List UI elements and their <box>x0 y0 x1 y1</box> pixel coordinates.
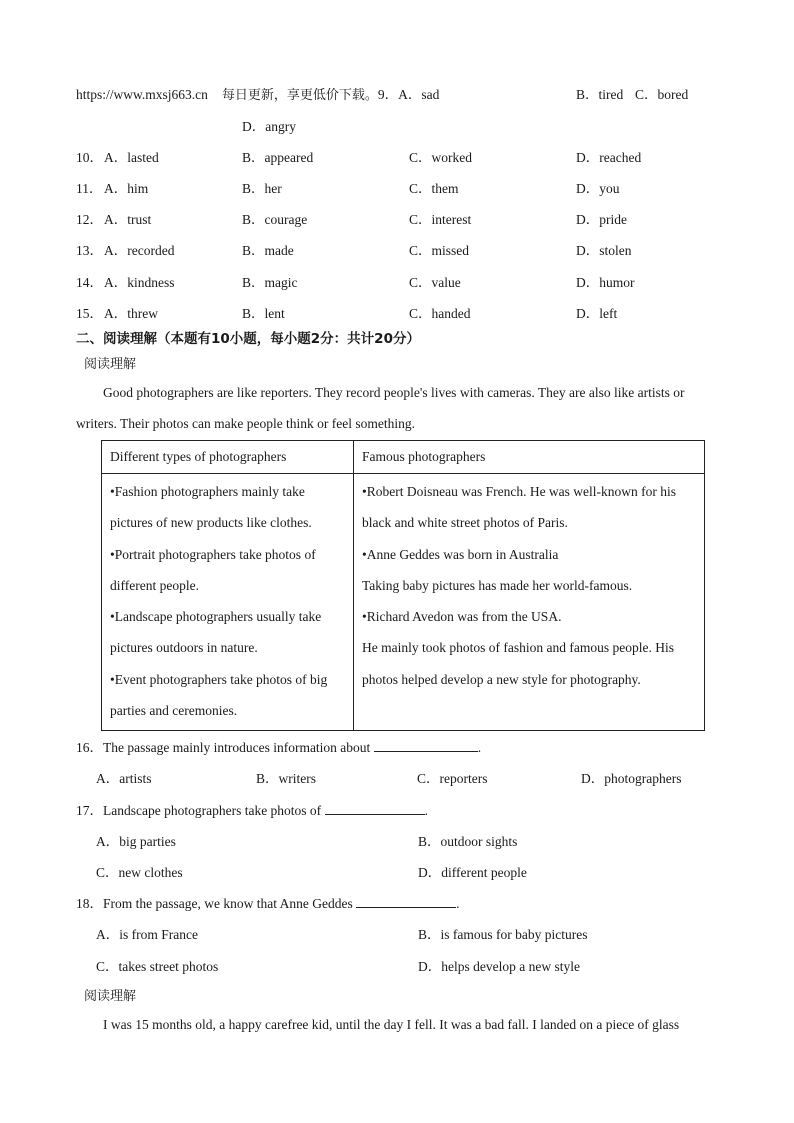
q16-options <box>96 767 776 787</box>
question-number: 11． <box>76 181 103 196</box>
option-a: A．kindness <box>104 275 175 290</box>
option-c: C．them <box>409 181 459 196</box>
q17-option-c: C．new clothes <box>96 865 183 880</box>
q17-option-d: D．different people <box>418 865 527 880</box>
table-header-famous: Famous photographers <box>354 441 705 474</box>
option-a: A．him <box>104 181 149 196</box>
question-stem: 17．Landscape photographers take photos of <box>76 803 322 818</box>
option-b: B．magic <box>242 275 298 290</box>
q18-option-a: A．is from France <box>96 927 198 942</box>
table-line: Taking baby pictures has made her world-famous. <box>362 577 633 593</box>
passage-a-line-1: Good photographers are like reporters. They record people's lives with cameras. They are also like artists or <box>103 385 685 400</box>
answer-blank <box>374 739 478 752</box>
question-number: 10． <box>76 150 103 165</box>
section-heading: 二、阅读理解（本题有10小题，每小题2分：共计20分） <box>76 331 420 347</box>
question-number: 14． <box>76 275 103 290</box>
option-b: B．courage <box>242 212 308 227</box>
reading-label-a: 阅读理解 <box>84 357 137 372</box>
option-b: B．writers <box>256 771 316 786</box>
q17-option-a: A．big parties <box>96 834 176 849</box>
question-number: 13． <box>76 243 103 258</box>
table-line: pictures outdoors in nature. <box>110 640 258 656</box>
option-d: D．reached <box>576 150 642 165</box>
table-line: •Robert Doisneau was French. He was well-known for his <box>362 484 677 499</box>
q18-stem: 18．From the passage, we know that Anne Geddes . <box>76 896 460 911</box>
q18-option-c: C．takes street photos <box>96 959 219 974</box>
header-line <box>76 83 439 103</box>
answer-blank <box>325 802 425 815</box>
types-cell <box>102 474 354 731</box>
cloze-row-10 <box>76 146 756 166</box>
q18-option-d: D．helps develop a new style <box>418 959 580 974</box>
q9-option-a: A．sad <box>398 87 440 102</box>
source-url: https://www.mxsj663.cn <box>76 87 208 102</box>
table-line: photos helped develop a new style for photography. <box>362 671 641 687</box>
source-slogan: 每日更新，享更低价下载。 <box>221 88 378 103</box>
option-d: D．humor <box>576 275 635 290</box>
option-b: B．lent <box>242 306 285 321</box>
option-a: A．artists <box>96 771 152 786</box>
q9-option-d: D．angry <box>242 119 296 134</box>
question-stem: 16．The passage mainly introduces information about <box>76 740 371 755</box>
q18-option-b: B．is famous for baby pictures <box>418 927 588 942</box>
option-a: A．threw <box>104 306 158 321</box>
table-line: He mainly took photos of fashion and famous people. His <box>362 640 674 656</box>
option-c: C．handed <box>409 306 471 321</box>
table-body-row <box>102 474 705 731</box>
passage-a-line-2: writers. Their photos can make people think or feel something. <box>76 416 416 431</box>
table-header-row <box>102 441 705 474</box>
q17-stem: 17．Landscape photographers take photos of . <box>76 803 428 818</box>
option-c: C．missed <box>409 243 470 258</box>
option-d: D．photographers <box>581 771 682 786</box>
option-d: D．left <box>576 306 618 321</box>
cloze-row-13 <box>76 239 756 259</box>
table-line: black and white street photos of Paris. <box>362 515 568 531</box>
passage-b-line-1: I was 15 months old, a happy carefree kid, until the day I fell. It was a bad fall. I landed on a piece of glass <box>103 1017 680 1032</box>
option-c: C．reporters <box>417 771 488 786</box>
table-line: pictures of new products like clothes. <box>110 515 312 531</box>
option-b: B．made <box>242 243 294 258</box>
cloze-row-14 <box>76 271 756 291</box>
option-c: C．worked <box>409 150 472 165</box>
option-c: C．value <box>409 275 461 290</box>
table-line: •Portrait photographers take photos of <box>110 546 316 562</box>
option-d: D．you <box>576 181 620 196</box>
table-line: •Richard Avedon was from the USA. <box>362 609 562 625</box>
table-line: •Landscape photographers usually take <box>110 609 322 625</box>
option-a: A．trust <box>104 212 152 227</box>
option-a: A．recorded <box>104 243 175 258</box>
question-number: 12． <box>76 212 103 227</box>
table-line: •Anne Geddes was born in Australia <box>362 546 559 562</box>
option-b: B．appeared <box>242 150 314 165</box>
q9-option-b: B．tired <box>576 87 624 102</box>
cloze-row-15 <box>76 302 756 322</box>
q16-stem: 16．The passage mainly introduces information about . <box>76 740 482 755</box>
q9-number: 9． <box>377 87 399 102</box>
question-stem: 18．From the passage, we know that Anne Geddes <box>76 896 353 911</box>
table-line: parties and ceremonies. <box>110 703 238 719</box>
q9-option-c: C．bored <box>635 87 689 102</box>
photographers-table <box>101 440 705 731</box>
option-d: D．stolen <box>576 243 632 258</box>
question-number: 15． <box>76 306 103 321</box>
cloze-row-12 <box>76 208 756 228</box>
reading-label-b: 阅读理解 <box>84 989 137 1004</box>
table-line: different people. <box>110 577 199 593</box>
table-line: •Event photographers take photos of big <box>110 671 328 687</box>
option-a: A．lasted <box>104 150 159 165</box>
cloze-row-11 <box>76 177 756 197</box>
famous-cell <box>354 474 705 731</box>
q17-option-b: B．outdoor sights <box>418 834 518 849</box>
answer-blank <box>356 895 456 908</box>
table-line: •Fashion photographers mainly take <box>110 484 305 499</box>
option-b: B．her <box>242 181 282 196</box>
option-d: D．pride <box>576 212 627 227</box>
option-c: C．interest <box>409 212 472 227</box>
table-header-types: Different types of photographers <box>102 441 354 474</box>
